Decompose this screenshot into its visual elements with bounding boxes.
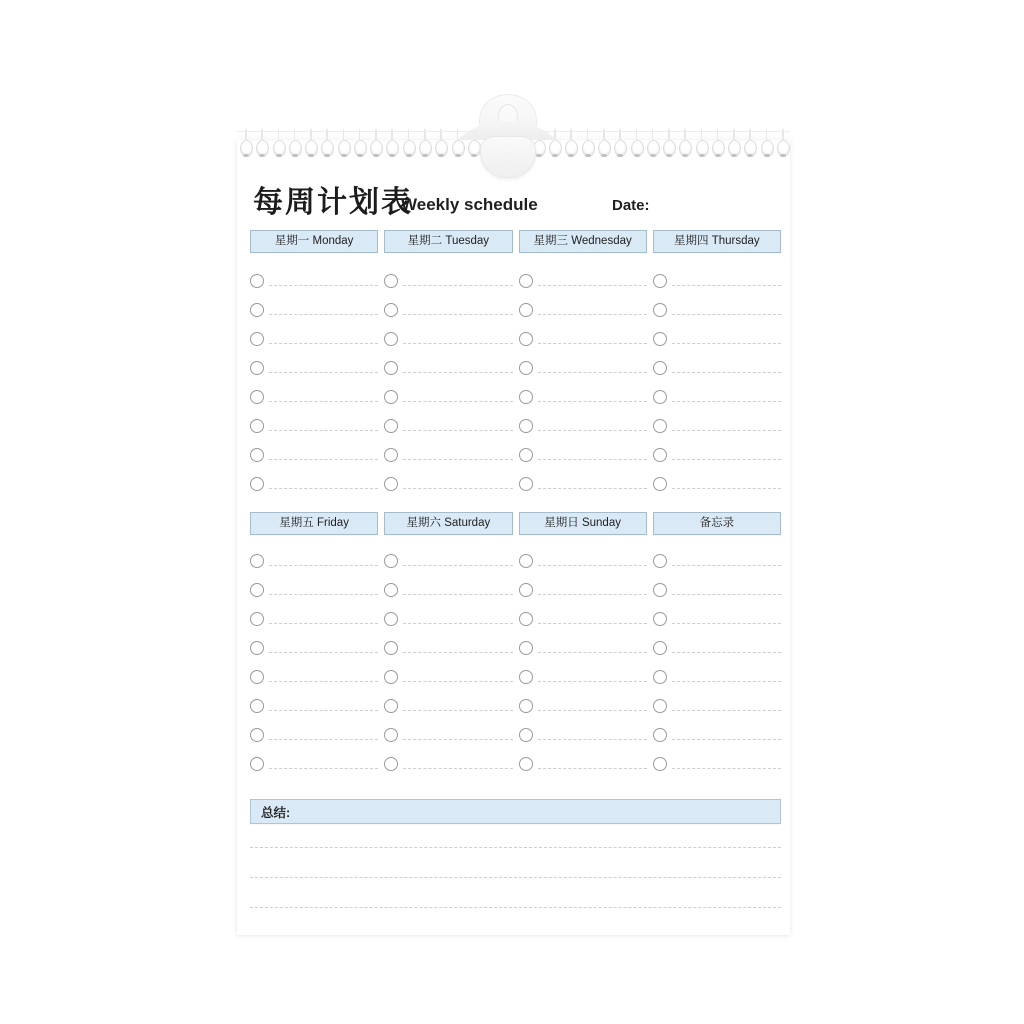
entry-slot-wednesday-8 <box>519 469 647 498</box>
write-line <box>269 681 378 682</box>
bullet-circle <box>653 699 667 713</box>
entry-slot-sunday-8 <box>519 749 647 778</box>
write-line <box>269 768 378 769</box>
write-line <box>403 623 512 624</box>
entry-slot-friday-8 <box>250 749 378 778</box>
entry-slot-saturday-8 <box>384 749 512 778</box>
bullet-circle <box>384 612 398 626</box>
bullet-circle <box>384 641 398 655</box>
bullet-circle <box>384 390 398 404</box>
write-line <box>538 623 647 624</box>
bullet-circle <box>384 670 398 684</box>
bullet-circle <box>384 303 398 317</box>
day-sections <box>250 230 781 778</box>
write-line <box>403 314 512 315</box>
bullet-circle <box>384 477 398 491</box>
binding-ring-icon <box>338 140 351 157</box>
binding-ring-icon <box>354 140 367 157</box>
binding-ring-icon <box>761 140 774 157</box>
title-row <box>250 186 781 224</box>
bullet-circle <box>250 641 264 655</box>
binding-ring-icon <box>647 140 660 157</box>
day-header-friday: 星期五 Friday <box>250 512 378 535</box>
write-line <box>538 768 647 769</box>
day-header-row <box>250 230 781 253</box>
entry-slot-thursday-2 <box>653 295 781 324</box>
write-line <box>538 594 647 595</box>
entry-slot-monday-7 <box>250 440 378 469</box>
write-line <box>672 314 781 315</box>
entry-slot-monday-3 <box>250 324 378 353</box>
entry-slot-wednesday-3 <box>519 324 647 353</box>
entry-slot-wednesday-1 <box>519 266 647 295</box>
binding-ring-icon <box>582 140 595 157</box>
entry-slot-sunday-3 <box>519 604 647 633</box>
entry-slot-memo-4 <box>653 633 781 662</box>
write-line <box>269 739 378 740</box>
bullet-circle <box>384 419 398 433</box>
entry-slot-wednesday-6 <box>519 411 647 440</box>
write-line <box>269 623 378 624</box>
summary-write-line <box>250 824 781 848</box>
bullet-circle <box>519 419 533 433</box>
entry-slot-friday-3 <box>250 604 378 633</box>
bullet-circle <box>250 477 264 491</box>
summary-write-line <box>250 848 781 878</box>
binding-ring-icon <box>419 140 432 157</box>
write-line <box>269 459 378 460</box>
write-line <box>403 401 512 402</box>
write-line <box>403 285 512 286</box>
bullet-circle <box>653 554 667 568</box>
paper-content <box>237 186 790 908</box>
write-line <box>269 314 378 315</box>
day-header-saturday: 星期六 Saturday <box>384 512 512 535</box>
write-line <box>538 314 647 315</box>
summary-label: 总结: <box>261 805 291 820</box>
write-line <box>538 372 647 373</box>
entry-slot-saturday-6 <box>384 691 512 720</box>
write-line <box>269 285 378 286</box>
day-header-monday: 星期一 Monday <box>250 230 378 253</box>
bullet-circle <box>250 554 264 568</box>
bullet-circle <box>519 612 533 626</box>
entry-slot-monday-8 <box>250 469 378 498</box>
bullet-circle <box>250 612 264 626</box>
entry-slot-sunday-2 <box>519 575 647 604</box>
entry-slot-monday-6 <box>250 411 378 440</box>
write-line <box>403 768 512 769</box>
entry-slot-tuesday-2 <box>384 295 512 324</box>
day-header-thursday: 星期四 Thursday <box>653 230 781 253</box>
binding-ring-icon <box>321 140 334 157</box>
bullet-circle <box>653 361 667 375</box>
write-line <box>672 488 781 489</box>
entry-slot-tuesday-4 <box>384 353 512 382</box>
write-line <box>538 488 647 489</box>
write-line <box>538 343 647 344</box>
binding-ring-icon <box>631 140 644 157</box>
bullet-circle <box>519 332 533 346</box>
entry-slot-tuesday-5 <box>384 382 512 411</box>
entry-slot-friday-1 <box>250 546 378 575</box>
bullet-circle <box>250 303 264 317</box>
write-line <box>538 565 647 566</box>
bullet-circle <box>519 274 533 288</box>
write-line <box>269 652 378 653</box>
write-line <box>538 401 647 402</box>
bullet-circle <box>519 477 533 491</box>
bullet-circle <box>519 670 533 684</box>
binding-ring-icon <box>370 140 383 157</box>
entry-slot-thursday-6 <box>653 411 781 440</box>
bullet-circle <box>519 728 533 742</box>
bullet-circle <box>250 419 264 433</box>
bullet-circle <box>653 612 667 626</box>
bullet-circle <box>519 641 533 655</box>
date-label: Date: <box>612 197 650 214</box>
bullet-circle <box>250 390 264 404</box>
entry-rows <box>250 546 781 778</box>
bullet-circle <box>519 554 533 568</box>
bullet-circle <box>250 583 264 597</box>
write-line <box>538 710 647 711</box>
write-line <box>672 652 781 653</box>
write-line <box>403 594 512 595</box>
entry-slot-monday-1 <box>250 266 378 295</box>
bullet-circle <box>519 361 533 375</box>
binding-ring-icon <box>403 140 416 157</box>
write-line <box>672 681 781 682</box>
write-line <box>672 459 781 460</box>
bullet-circle <box>250 361 264 375</box>
write-line <box>403 459 512 460</box>
entry-slot-saturday-3 <box>384 604 512 633</box>
entry-slot-saturday-7 <box>384 720 512 749</box>
entry-slot-sunday-6 <box>519 691 647 720</box>
bullet-circle <box>653 641 667 655</box>
entry-slot-tuesday-8 <box>384 469 512 498</box>
write-line <box>672 710 781 711</box>
bullet-circle <box>653 728 667 742</box>
bullet-circle <box>250 670 264 684</box>
entry-slot-monday-4 <box>250 353 378 382</box>
bullet-circle <box>653 390 667 404</box>
entry-slot-monday-5 <box>250 382 378 411</box>
binding-ring-icon <box>712 140 725 157</box>
write-line <box>403 681 512 682</box>
write-line <box>538 430 647 431</box>
entry-slot-memo-1 <box>653 546 781 575</box>
entry-slot-thursday-4 <box>653 353 781 382</box>
binding-ring-icon <box>256 140 269 157</box>
entry-slot-thursday-7 <box>653 440 781 469</box>
bullet-circle <box>519 303 533 317</box>
write-line <box>403 710 512 711</box>
title-english: Weekly schedule <box>401 195 538 214</box>
bullet-circle <box>384 274 398 288</box>
write-line <box>672 623 781 624</box>
entry-slot-tuesday-1 <box>384 266 512 295</box>
bullet-circle <box>250 699 264 713</box>
write-line <box>538 681 647 682</box>
bullet-circle <box>653 303 667 317</box>
entry-slot-memo-6 <box>653 691 781 720</box>
entry-slot-wednesday-5 <box>519 382 647 411</box>
write-line <box>672 401 781 402</box>
write-line <box>672 285 781 286</box>
binding-ring-icon <box>598 140 611 157</box>
write-line <box>269 565 378 566</box>
bullet-circle <box>384 554 398 568</box>
entry-slot-wednesday-2 <box>519 295 647 324</box>
day-header-tuesday: 星期二 Tuesday <box>384 230 512 253</box>
bullet-circle <box>653 419 667 433</box>
entry-slot-sunday-4 <box>519 633 647 662</box>
binding-ring-icon <box>273 140 286 157</box>
bullet-circle <box>384 757 398 771</box>
entry-slot-saturday-1 <box>384 546 512 575</box>
entry-slot-wednesday-7 <box>519 440 647 469</box>
bullet-circle <box>519 390 533 404</box>
entry-slot-friday-2 <box>250 575 378 604</box>
entry-slot-friday-7 <box>250 720 378 749</box>
entry-slot-saturday-5 <box>384 662 512 691</box>
summary-lines <box>250 824 781 908</box>
entry-slot-tuesday-3 <box>384 324 512 353</box>
write-line <box>269 430 378 431</box>
write-line <box>538 459 647 460</box>
entry-slot-monday-2 <box>250 295 378 324</box>
summary-header <box>250 799 781 824</box>
day-header-wednesday: 星期三 Wednesday <box>519 230 647 253</box>
bullet-circle <box>653 274 667 288</box>
entry-slot-friday-5 <box>250 662 378 691</box>
write-line <box>269 488 378 489</box>
binding-ring-icon <box>728 140 741 157</box>
entry-slot-thursday-1 <box>653 266 781 295</box>
binding-ring-icon <box>696 140 709 157</box>
write-line <box>403 343 512 344</box>
write-line <box>672 565 781 566</box>
entry-slot-memo-3 <box>653 604 781 633</box>
write-line <box>672 372 781 373</box>
write-line <box>403 565 512 566</box>
binding-ring-icon <box>386 140 399 157</box>
bullet-circle <box>384 361 398 375</box>
binding-ring-icon <box>240 140 253 157</box>
entry-slot-sunday-7 <box>519 720 647 749</box>
bullet-circle <box>519 757 533 771</box>
entry-slot-memo-8 <box>653 749 781 778</box>
title-chinese: 每周计划表 <box>253 186 413 219</box>
bullet-circle <box>519 583 533 597</box>
write-line <box>672 768 781 769</box>
weekly-planner <box>237 92 790 952</box>
write-line <box>269 372 378 373</box>
entry-slot-tuesday-6 <box>384 411 512 440</box>
bullet-circle <box>653 332 667 346</box>
day-header-sunday: 星期日 Sunday <box>519 512 647 535</box>
entry-slot-friday-4 <box>250 633 378 662</box>
bullet-circle <box>250 757 264 771</box>
entry-slot-tuesday-7 <box>384 440 512 469</box>
entry-slot-thursday-5 <box>653 382 781 411</box>
write-line <box>538 285 647 286</box>
write-line <box>269 401 378 402</box>
write-line <box>403 488 512 489</box>
entry-slot-saturday-4 <box>384 633 512 662</box>
binding-ring-icon <box>565 140 578 157</box>
write-line <box>672 343 781 344</box>
write-line <box>269 594 378 595</box>
bullet-circle <box>519 448 533 462</box>
write-line <box>403 372 512 373</box>
bullet-circle <box>384 332 398 346</box>
day-header-row <box>250 512 781 535</box>
binding-ring-icon <box>663 140 676 157</box>
bullet-circle <box>519 699 533 713</box>
write-line <box>672 594 781 595</box>
day-header-memo: 备忘录 <box>653 512 781 535</box>
bullet-circle <box>653 757 667 771</box>
entry-slot-thursday-8 <box>653 469 781 498</box>
binding-ring-icon <box>744 140 757 157</box>
bullet-circle <box>384 583 398 597</box>
entry-slot-memo-2 <box>653 575 781 604</box>
bullet-circle <box>653 670 667 684</box>
binding-ring-icon <box>614 140 627 157</box>
write-line <box>538 739 647 740</box>
bullet-circle <box>384 448 398 462</box>
write-line <box>538 652 647 653</box>
summary-write-line <box>250 878 781 908</box>
paper-sheet <box>237 140 790 935</box>
suction-cup-hook <box>459 92 555 176</box>
binding-ring-icon <box>435 140 448 157</box>
write-line <box>403 652 512 653</box>
bullet-circle <box>384 728 398 742</box>
write-line <box>672 430 781 431</box>
entry-slot-wednesday-4 <box>519 353 647 382</box>
hook-body <box>480 136 536 178</box>
binding-ring-icon <box>289 140 302 157</box>
entry-slot-friday-6 <box>250 691 378 720</box>
entry-slot-saturday-2 <box>384 575 512 604</box>
write-line <box>403 739 512 740</box>
bullet-circle <box>250 332 264 346</box>
binding-ring-icon <box>679 140 692 157</box>
bullet-circle <box>250 448 264 462</box>
entry-slot-memo-5 <box>653 662 781 691</box>
write-line <box>269 343 378 344</box>
write-line <box>269 710 378 711</box>
entry-slot-thursday-3 <box>653 324 781 353</box>
entry-slot-sunday-1 <box>519 546 647 575</box>
bullet-circle <box>250 728 264 742</box>
bullet-circle <box>384 699 398 713</box>
bullet-circle <box>250 274 264 288</box>
bullet-circle <box>653 583 667 597</box>
binding-ring-icon <box>777 140 790 157</box>
write-line <box>403 430 512 431</box>
entry-slot-memo-7 <box>653 720 781 749</box>
entry-slot-sunday-5 <box>519 662 647 691</box>
write-line <box>672 739 781 740</box>
bullet-circle <box>653 477 667 491</box>
binding-ring-icon <box>305 140 318 157</box>
entry-rows <box>250 266 781 498</box>
bullet-circle <box>653 448 667 462</box>
